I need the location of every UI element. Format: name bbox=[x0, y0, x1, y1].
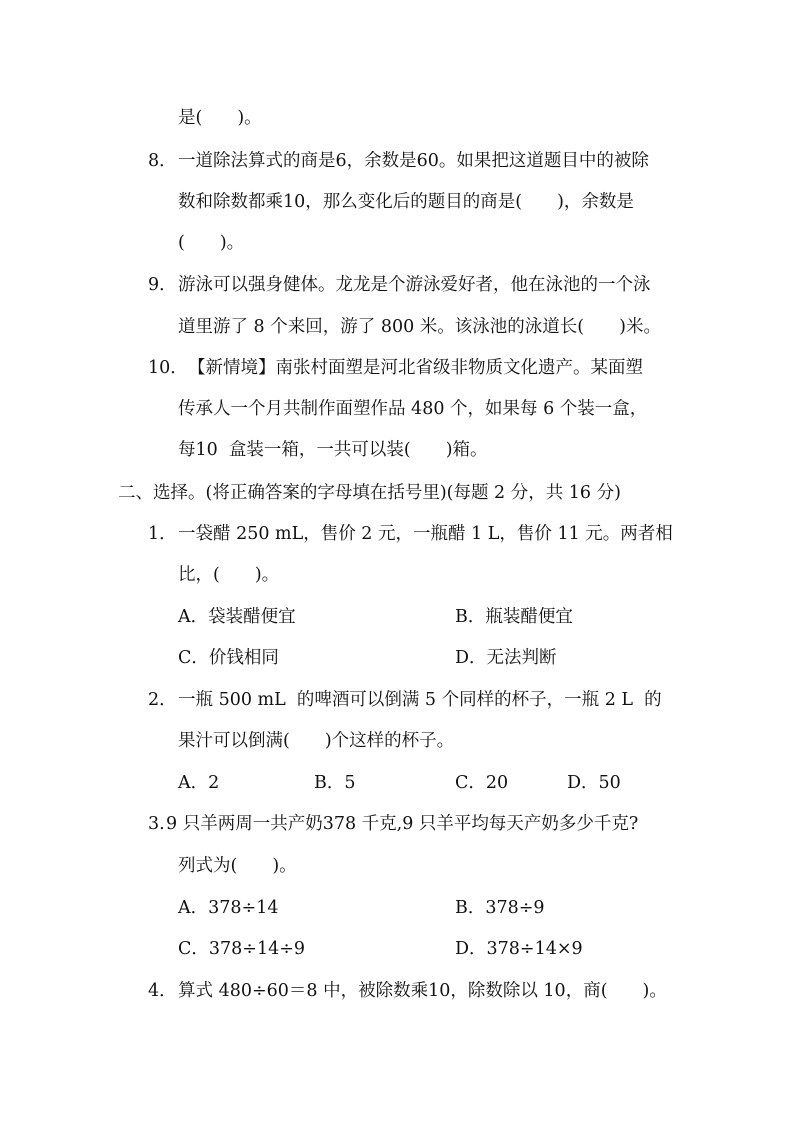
choice-3-number: 3. bbox=[148, 814, 165, 834]
choice-3-option-d: D．378÷14×9 bbox=[455, 939, 583, 959]
choice-2-option-a: A．2 bbox=[178, 773, 220, 793]
choice-3-option-a: A．378÷14 bbox=[178, 898, 279, 918]
choice-1-option-c: C．价钱相同 bbox=[178, 648, 279, 668]
choice-2-option-b: B．5 bbox=[314, 773, 356, 793]
choice-3-option-b: B．378÷9 bbox=[455, 898, 545, 918]
section-two-heading: 二、选择。(将正确答案的字母填在括号里)(每题 2 分，共 16 分) bbox=[118, 483, 621, 503]
choice-1-option-a: A．袋装醋便宜 bbox=[178, 607, 296, 627]
choice-1-option-b: B．瓶装醋便宜 bbox=[455, 607, 573, 627]
choice-1-number: 1． bbox=[148, 524, 177, 544]
choice-3-line-2: 列式为( )。 bbox=[178, 856, 297, 876]
question-9-line-1: 游泳可以强身健体。龙龙是个游泳爱好者，他在泳池的一个泳 bbox=[178, 275, 651, 295]
choice-2-option-d: D．50 bbox=[567, 773, 621, 793]
question-10-line-3: 每10 盒装一箱，一共可以装( )箱。 bbox=[178, 440, 488, 460]
choice-1-option-d: D．无法判断 bbox=[455, 648, 557, 668]
question-8-number: 8． bbox=[148, 151, 177, 171]
question-9-line-2: 道里游了 8 个来回，游了 800 米。该泳池的泳道长( )米。 bbox=[178, 317, 661, 337]
choice-4-number: 4． bbox=[148, 981, 177, 1001]
choice-3-line-1: 9 只羊两周一共产奶378 千克,9 只羊平均每天产奶多少千克? bbox=[166, 814, 639, 834]
question-8-line-3: ( )。 bbox=[178, 233, 245, 253]
choice-2-line-1: 一瓶 500 mL 的啤酒可以倒满 5 个同样的杯子，一瓶 2 L 的 bbox=[178, 690, 662, 710]
question-10-number: 10． bbox=[148, 358, 188, 378]
question-10-line-2: 传承人一个月共制作面塑作品 480 个，如果每 6 个装一盒， bbox=[178, 399, 648, 419]
question-8-line-1: 一道除法算式的商是6，余数是60。如果把这道题目中的被除 bbox=[178, 151, 649, 171]
choice-1-line-1: 一袋醋 250 mL，售价 2 元，一瓶醋 1 L，售价 11 元。两者相 bbox=[178, 524, 673, 544]
choice-2-line-2: 果汁可以倒满( )个这样的杯子。 bbox=[178, 731, 455, 751]
choice-2-number: 2． bbox=[148, 690, 177, 710]
choice-3-option-c: C．378÷14÷9 bbox=[178, 939, 306, 959]
question-8-line-2: 数和除数都乘10，那么变化后的题目的商是( )，余数是 bbox=[178, 192, 634, 212]
choice-2-option-c: C．20 bbox=[455, 773, 509, 793]
question-10-line-1: 【新情境】南张村面塑是河北省级非物质文化遗产。某面塑 bbox=[188, 358, 643, 378]
question-9-number: 9． bbox=[148, 275, 177, 295]
continued-question-text: 是( )。 bbox=[178, 108, 262, 128]
choice-4-line-1: 算式 480÷60＝8 中，被除数乘10，除数除以 10，商( )。 bbox=[178, 981, 667, 1001]
choice-1-line-2: 比，( )。 bbox=[178, 565, 280, 585]
